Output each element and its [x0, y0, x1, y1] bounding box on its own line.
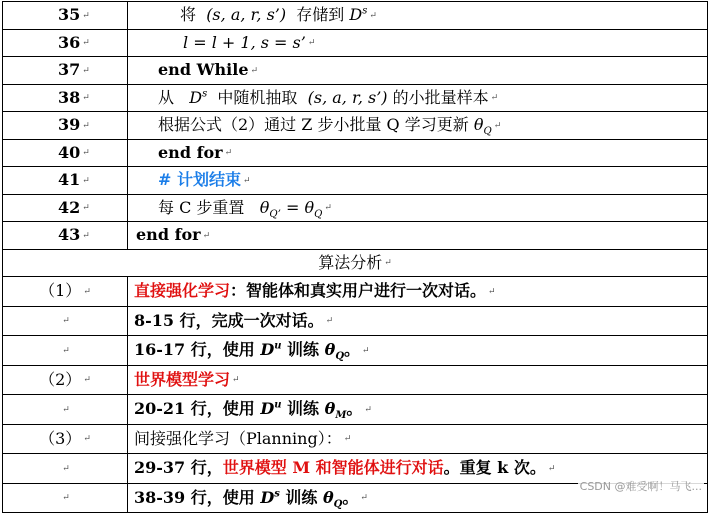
analysis-label: ↵ — [3, 395, 128, 425]
analysis-label: ↵ — [3, 454, 128, 484]
analysis-text: 16-17 行，使用 $D^u$ 训练 $\theta_Q$。 ↵ — [128, 336, 708, 366]
analysis-text: 世界模型学习 ↵ — [128, 365, 708, 395]
analysis-label: ↵ — [3, 306, 128, 336]
line-text: l = l + 1, s = s’ ↵ — [128, 29, 708, 57]
line-text: 从 $D^s$ 中随机抽取 (s, a, r, s’) 的小批量样本 ↵ — [128, 84, 708, 112]
line-text: end While ↵ — [128, 57, 708, 85]
analysis-label: （3） ↵ — [3, 424, 128, 454]
line-number: 43 ↵ — [3, 222, 128, 250]
line-text: end for ↵ — [128, 139, 708, 167]
analysis-text: 8-15 行，完成一次对话。 ↵ — [128, 306, 708, 336]
analysis-header: 算法分析 ↵ — [3, 249, 708, 277]
analysis-text: 间接强化学习（Planning）： ↵ — [128, 424, 708, 454]
line-text: end for ↵ — [128, 222, 708, 250]
line-text: 根据公式（2）通过 Z 步小批量 Q 学习更新 $\theta_Q↵$ — [128, 112, 708, 140]
analysis-text: 29-37 行，世界模型 M 和智能体进行对话。重复 k 次。 ↵ — [128, 454, 708, 484]
line-number: 39 ↵ — [3, 112, 128, 140]
analysis-label: ↵ — [3, 483, 128, 513]
line-number: 40 ↵ — [3, 139, 128, 167]
line-number: 37 ↵ — [3, 57, 128, 85]
analysis-text: 38-39 行，使用 $D^s$ 训练 $\theta_Q$。 ↵ — [128, 483, 708, 513]
analysis-text: 直接强化学习：智能体和真实用户进行一次对话。 ↵ — [128, 277, 708, 307]
line-number: 41 ↵ — [3, 167, 128, 195]
algorithm-table — [2, 1, 708, 513]
analysis-label: ↵ — [3, 336, 128, 366]
line-number: 36 ↵ — [3, 29, 128, 57]
analysis-label: （2） ↵ — [3, 365, 128, 395]
line-number: 38 ↵ — [3, 84, 128, 112]
analysis-label: （1） ↵ — [3, 277, 128, 307]
line-number: 42 ↵ — [3, 194, 128, 222]
analysis-text: 20-21 行，使用 $D^u$ 训练 $\theta_M$。 ↵ — [128, 395, 708, 425]
plan-end-comment: # 计划结束 ↵ — [128, 167, 708, 195]
line-text: 将 (s, a, r, s’) 存储到 $D^s$ ↵ — [128, 2, 708, 30]
line-number: 35 ↵ — [3, 2, 128, 30]
csdn-watermark: CSDN @难受啊！马飞... — [579, 480, 702, 493]
line-text: 每 C 步重置 $\theta_{Q’}$ = $\theta_Q↵$ — [128, 194, 708, 222]
